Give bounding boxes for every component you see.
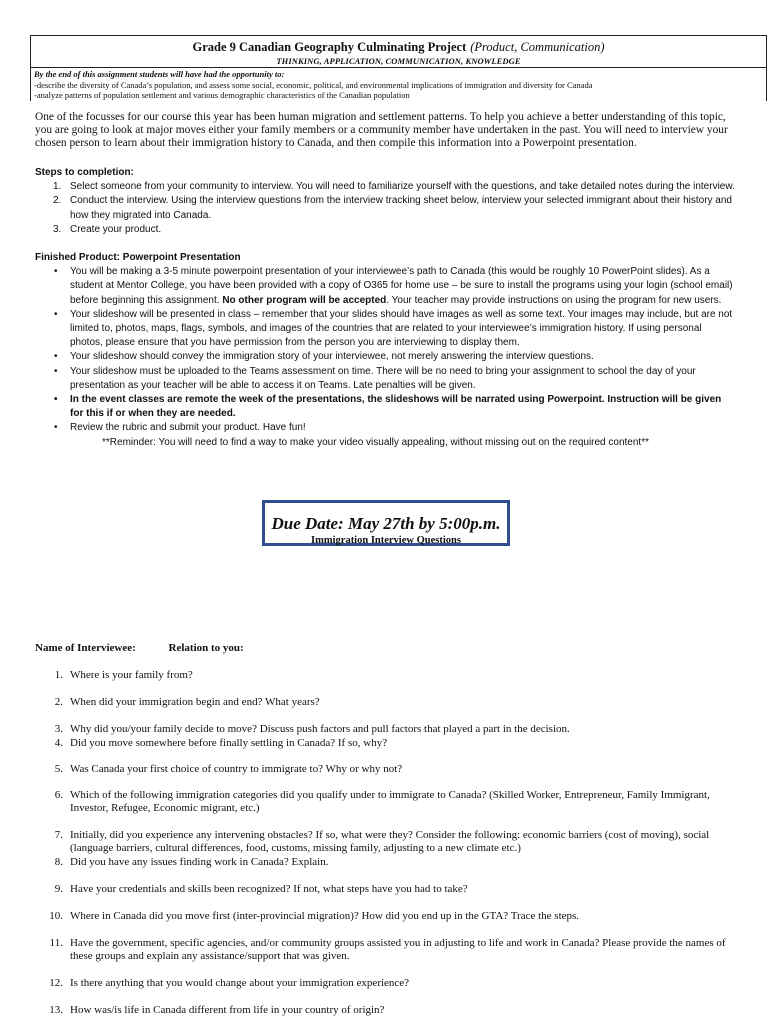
instructions-section bbox=[35, 166, 735, 450]
question-text: Was Canada your first choice of country to immigrate to? Why or why not? bbox=[70, 763, 403, 775]
page-title: Grade 9 Canadian Geography Culminating Project bbox=[192, 40, 467, 54]
bullet-icon: • bbox=[54, 422, 58, 434]
bullet-item bbox=[35, 393, 735, 421]
question-text: Which of the following immigration categories did you qualify under to immigrate to Canada? (Skilled Worker, Entrepreneur, Family Immigrant, Investor, Refugee, Economic migrant, etc.) bbox=[70, 789, 710, 814]
question-item bbox=[35, 977, 735, 990]
question-text: Is there anything that you would change about your immigration experience? bbox=[70, 977, 410, 989]
question-item bbox=[35, 737, 735, 750]
assessment-categories: THINKING, APPLICATION, COMMUNICATION, KNOWLEDGE bbox=[276, 56, 521, 66]
question-number: 8. bbox=[54, 856, 63, 868]
objectives-lead: By the end of this assignment students will have had the opportunity to: bbox=[34, 69, 285, 79]
assignment-header bbox=[30, 35, 767, 101]
question-text: Initially, did you experience any intervening obstacles? If so, what were they? Consider the following: economic barriers (cost of moving), social (language barriers, cultural differences, food, customs, missing family, adjusting to a new climate etc.) bbox=[70, 829, 710, 854]
step-text: Conduct the interview. Using the interview questions from the interview tracking sheet below, interview your selected immigrant about their history and how they migrated into Canada. bbox=[70, 195, 732, 221]
question-text: When did your immigration begin and end? What years? bbox=[70, 696, 320, 708]
question-item bbox=[35, 883, 735, 896]
reminder-note: **Reminder: You will need to find a way to make your video visually appealing, without missing out on the required content** bbox=[102, 436, 649, 448]
step-item bbox=[35, 223, 735, 237]
objective-item: -analyze patterns of population settlement and various demographic characteristics of the Canadian population bbox=[34, 90, 410, 100]
bullet-text: Your slideshow will be presented in class – remember that your slides should have images as well as some text. Your images may include, but are not limited to, photos, maps, flags, symbols, and images of the countries that are related to your interviewee’s immigration history. If using personal photos, please ensure that you have permission from the person you are interviewing to display them. bbox=[70, 308, 733, 349]
question-text: How was/is life in Canada different from life in your country of origin? bbox=[70, 1004, 385, 1016]
bullet-text: Review the rubric and submit your product. Have fun! bbox=[70, 422, 306, 434]
question-item bbox=[35, 1004, 735, 1017]
objective-item: -describe the diversity of Canada’s population, and assess some social, economic, political, and environmental implications of immigration and diversity for Canada bbox=[34, 79, 593, 90]
bullet-text: . Your teacher may provide instructions on using the program for new users. bbox=[386, 294, 722, 306]
learning-objectives bbox=[31, 68, 766, 101]
question-text: Have the government, specific agencies, and/or community groups assisted you in adjusting to life and work in Canada? Please provide the names of these groups and explain any assistance/support that was given. bbox=[70, 937, 726, 962]
step-text: Create your product. bbox=[70, 223, 162, 235]
question-item bbox=[35, 723, 735, 736]
product-bullets bbox=[35, 265, 735, 435]
bullet-icon: • bbox=[54, 308, 58, 320]
bullet-icon: • bbox=[54, 394, 58, 406]
question-item bbox=[35, 856, 735, 869]
step-item bbox=[35, 194, 735, 222]
step-text: Select someone from your community to interview. You will need to familiarize yourself with the questions, and take detailed notes during the interview. bbox=[70, 181, 735, 193]
bullet-item bbox=[35, 365, 735, 393]
question-item bbox=[35, 696, 735, 709]
question-item bbox=[35, 789, 735, 815]
product-heading: Finished Product: Powerpoint Presentation bbox=[35, 252, 241, 264]
question-item bbox=[35, 829, 735, 855]
bullet-item bbox=[35, 265, 735, 308]
question-text: Did you move somewhere before finally settling in Canada? If so, why? bbox=[70, 737, 388, 749]
step-number: 3. bbox=[53, 223, 62, 235]
bullet-icon: • bbox=[54, 351, 58, 363]
question-item bbox=[35, 763, 735, 776]
question-text: Why did you/your family decide to move? Discuss push factors and pull factors that played a part in the decision. bbox=[70, 723, 570, 735]
bullet-item bbox=[35, 421, 735, 435]
due-date-box bbox=[262, 500, 510, 546]
question-text: Did you have any issues finding work in Canada? Explain. bbox=[70, 856, 329, 868]
interviewee-label: Name of Interviewee: bbox=[35, 642, 136, 654]
bullet-text: In the event classes are remote the week of the presentations, the slideshows will be narrated using Powerpoint. Instruction will be given for this if or when they are needed. bbox=[70, 394, 722, 420]
question-number: 12. bbox=[49, 977, 63, 989]
step-item bbox=[35, 180, 735, 194]
question-number: 4. bbox=[54, 737, 63, 749]
question-number: 1. bbox=[54, 669, 63, 681]
steps-heading: Steps to completion: bbox=[35, 167, 134, 178]
page-subtitle: (Product, Communication) bbox=[470, 40, 605, 54]
question-number: 10. bbox=[49, 910, 63, 922]
steps-list bbox=[35, 180, 735, 237]
question-number: 13. bbox=[49, 1004, 63, 1016]
intro-paragraph: One of the focusses for our course this year has been human migration and settlement patterns. To help you achieve a better understanding of this topic, you are going to look at major moves either your family members or a community member have undertaken in the past. You will need to interview your chosen person to learn about their immigration history to Canada, and then compile this information into a Powerpoint presentation. bbox=[35, 111, 728, 150]
step-number: 1. bbox=[53, 181, 62, 193]
due-date: Due Date: May 27th by 5:00p.m. bbox=[271, 514, 501, 533]
bullet-text: You will be making a 3-5 minute powerpoint presentation of your interviewee’s path to Canada (this would be roughly 10 PowerPoint slides). As a student at Mentor College, you have been provided with a copy of O365 for home use – be sure to install the programs using your login (school email) before beginning this assignment. bbox=[70, 266, 733, 306]
question-number: 9. bbox=[54, 883, 63, 895]
questions-title: Immigration Interview Questions bbox=[311, 535, 461, 546]
question-number: 3. bbox=[54, 723, 63, 735]
question-number: 2. bbox=[54, 696, 63, 708]
relation-label: Relation to you: bbox=[168, 642, 244, 654]
question-text: Have your credentials and skills been recognized? If not, what steps have you had to take? bbox=[70, 883, 468, 895]
question-number: 11. bbox=[49, 937, 63, 949]
bullet-text: Your slideshow should convey the immigration story of your interviewee, not merely answering the interview questions. bbox=[70, 351, 594, 363]
header-title-row bbox=[31, 36, 766, 68]
bullet-emphasis: No other program will be accepted bbox=[222, 294, 387, 306]
question-number: 7. bbox=[54, 829, 63, 841]
bullet-icon: • bbox=[54, 266, 58, 278]
question-item bbox=[35, 910, 735, 923]
question-item bbox=[35, 937, 735, 963]
question-number: 5. bbox=[54, 763, 63, 775]
bullet-text: Your slideshow must be uploaded to the Teams assessment on time. There will be no need to bring your assignment to school the day of your presentation as your teacher will be able to access it on Teams. Late penalties will be given. bbox=[70, 365, 696, 391]
question-text: Where is your family from? bbox=[70, 669, 193, 681]
bullet-icon: • bbox=[54, 365, 58, 377]
bullet-item bbox=[35, 350, 735, 364]
bullet-item bbox=[35, 308, 735, 351]
step-number: 2. bbox=[53, 195, 62, 207]
interviewee-fields bbox=[35, 642, 244, 654]
question-text: Where in Canada did you move first (inter-provincial migration)? How did you end up in the GTA? Trace the steps. bbox=[70, 910, 580, 922]
question-number: 6. bbox=[54, 789, 63, 801]
question-item bbox=[35, 669, 735, 682]
